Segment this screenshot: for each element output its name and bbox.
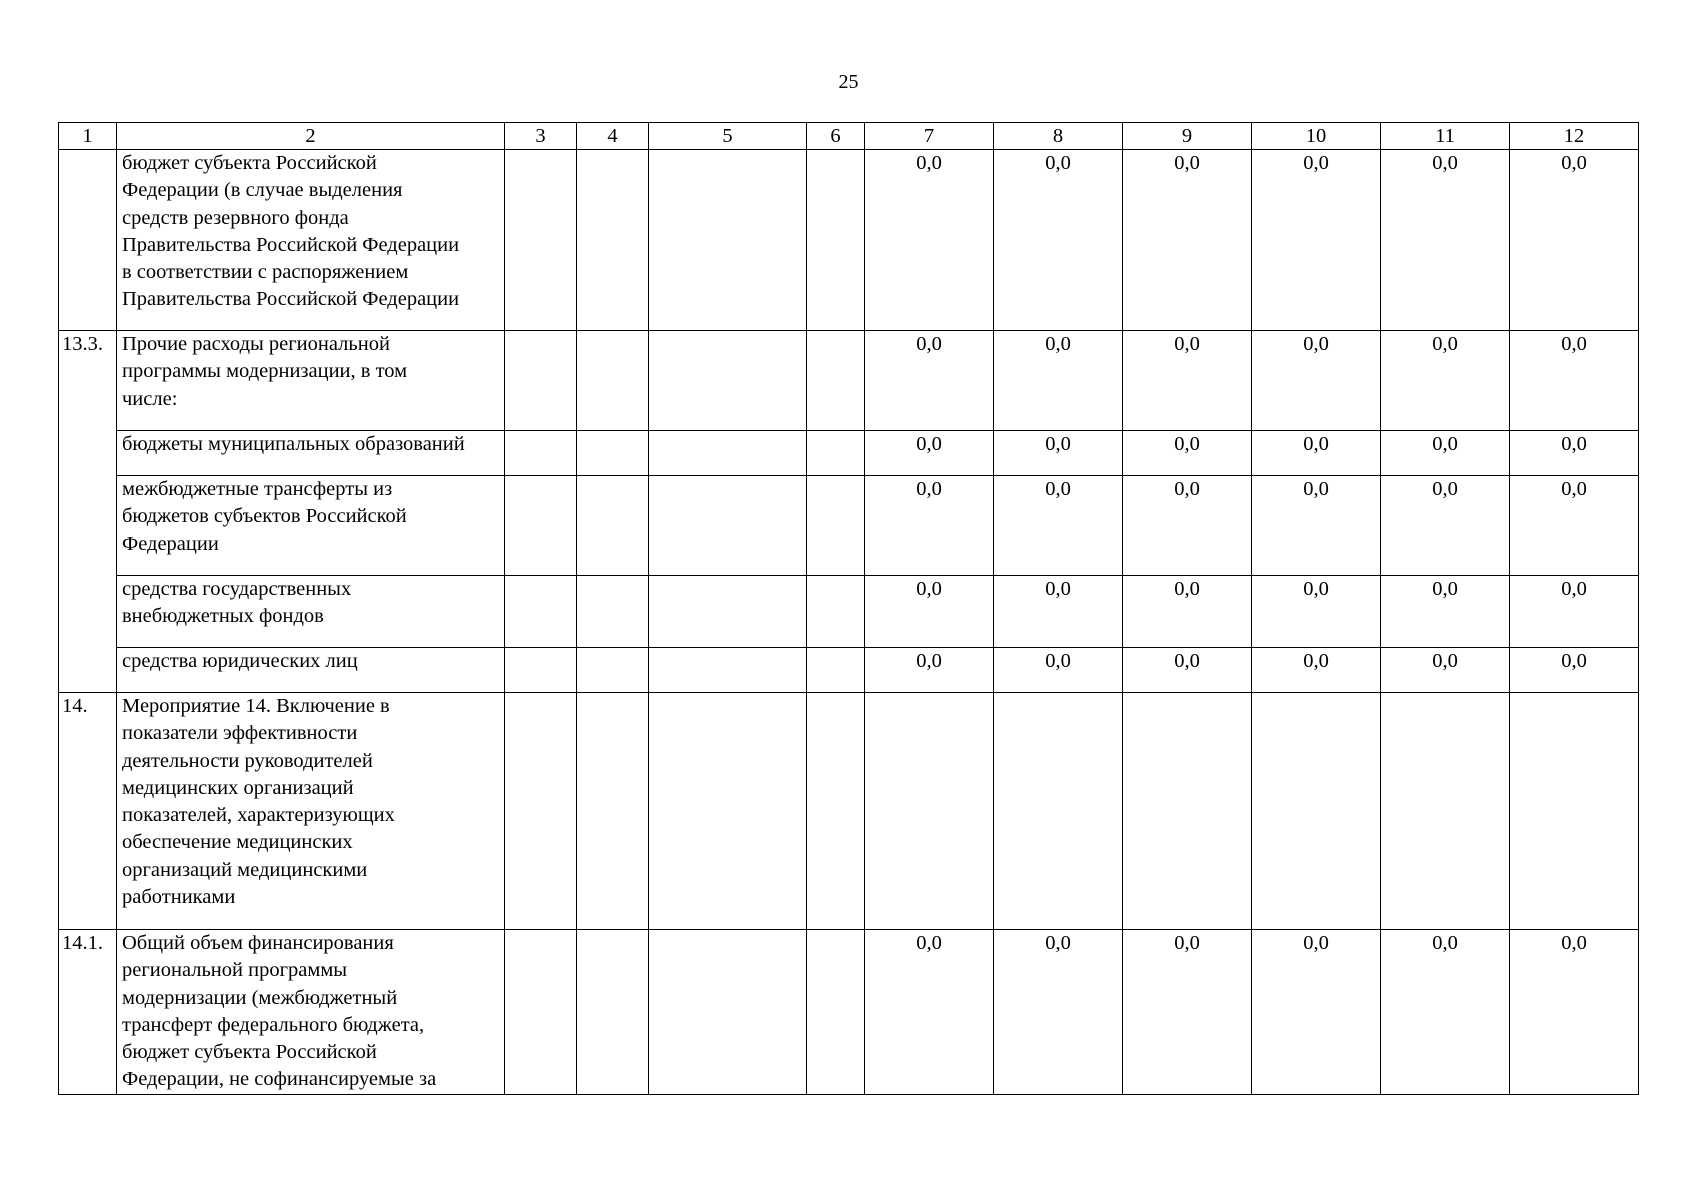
header-cell: 6 (807, 123, 865, 150)
empty-cell (649, 150, 807, 331)
row-description (117, 576, 505, 648)
header-cell: 4 (577, 123, 649, 150)
value-cell: 0,0 (994, 476, 1123, 576)
header-cell: 1 (59, 123, 117, 150)
value-cell: 0,0 (1381, 476, 1510, 576)
value-cell: 0,0 (1510, 576, 1639, 648)
description-line: средств резервного фонда (122, 206, 349, 229)
empty-cell (577, 150, 649, 331)
description-line: Федерации (в случае выделения (122, 179, 403, 202)
table-row (59, 576, 1639, 648)
table-row (59, 693, 1639, 930)
description-line: внебюджетных фондов (122, 605, 324, 628)
empty-cell (807, 431, 865, 476)
description-line: обеспечение медицинских (122, 831, 353, 854)
header-cell: 10 (1252, 123, 1381, 150)
value-cell: 0,0 (1252, 331, 1381, 431)
description-line: бюджет субъекта Российской (122, 152, 377, 174)
empty-cell (505, 693, 577, 930)
description-line: числе: (122, 387, 178, 410)
empty-cell (505, 331, 577, 431)
value-cell: 0,0 (865, 576, 994, 648)
table-row (59, 476, 1639, 576)
empty-cell (649, 930, 807, 1095)
value-cell: 0,0 (865, 150, 994, 331)
value-cell (1381, 693, 1510, 930)
description-line: Общий объем финансирования (122, 932, 394, 954)
header-row (59, 123, 1639, 150)
value-cell: 0,0 (1510, 150, 1639, 331)
value-cell: 0,0 (994, 576, 1123, 648)
description-line: Федерации, не софинансируемые за (122, 1068, 437, 1091)
description-line: Федерации (122, 532, 219, 555)
value-cell: 0,0 (1252, 150, 1381, 331)
value-cell: 0,0 (1123, 648, 1252, 693)
table-row (59, 150, 1639, 331)
header-cell: 9 (1123, 123, 1252, 150)
description-line: межбюджетные трансферты из (122, 478, 393, 500)
header-cell: 12 (1510, 123, 1639, 150)
value-cell: 0,0 (1510, 431, 1639, 476)
value-cell: 0,0 (1381, 150, 1510, 331)
row-description (117, 476, 505, 576)
value-cell: 0,0 (1381, 930, 1510, 1095)
value-cell: 0,0 (1252, 431, 1381, 476)
value-cell: 0,0 (865, 648, 994, 693)
table-row (59, 331, 1639, 431)
description-line: средства государственных (122, 578, 352, 600)
description-line: Прочие расходы региональной (122, 333, 390, 355)
value-cell (865, 693, 994, 930)
description-line: средства юридических лиц (122, 650, 358, 672)
empty-cell (649, 648, 807, 693)
page-number: 25 (838, 71, 859, 93)
description-line: трансферт федерального бюджета, (122, 1013, 425, 1036)
row-description (117, 431, 505, 476)
value-cell: 0,0 (1510, 930, 1639, 1095)
description-line: в соответствии с распоряжением (122, 261, 409, 284)
value-cell: 0,0 (994, 431, 1123, 476)
header-cell: 2 (117, 123, 505, 150)
value-cell: 0,0 (1123, 476, 1252, 576)
table-row (59, 648, 1639, 693)
empty-cell (577, 648, 649, 693)
description-line: показателей, характеризующих (122, 804, 395, 827)
value-cell: 0,0 (1510, 476, 1639, 576)
value-cell (1123, 693, 1252, 930)
value-cell: 0,0 (1252, 930, 1381, 1095)
value-cell: 0,0 (1123, 930, 1252, 1095)
empty-cell (649, 693, 807, 930)
row-number: 14.1. (59, 930, 117, 1095)
header-cell: 7 (865, 123, 994, 150)
row-description (117, 331, 505, 431)
description-line: региональной программы (122, 959, 348, 982)
value-cell: 0,0 (994, 150, 1123, 331)
empty-cell (649, 331, 807, 431)
description-line: программы модернизации, в том (122, 360, 408, 383)
value-cell (1252, 693, 1381, 930)
description-line: организаций медицинскими (122, 858, 368, 881)
value-cell: 0,0 (1123, 331, 1252, 431)
table-row (59, 431, 1639, 476)
value-cell: 0,0 (994, 331, 1123, 431)
row-description (117, 693, 505, 930)
description-line: медицинских организаций (122, 776, 354, 799)
empty-cell (807, 576, 865, 648)
value-cell (1510, 693, 1639, 930)
value-cell: 0,0 (1252, 576, 1381, 648)
empty-cell (807, 693, 865, 930)
empty-cell (807, 331, 865, 431)
row-description (117, 648, 505, 693)
empty-cell (807, 476, 865, 576)
value-cell: 0,0 (865, 476, 994, 576)
description-line: бюджетов субъектов Российской (122, 505, 407, 528)
row-number (59, 150, 117, 331)
header-cell: 5 (649, 123, 807, 150)
value-cell: 0,0 (1510, 331, 1639, 431)
empty-cell (649, 476, 807, 576)
value-cell: 0,0 (1510, 648, 1639, 693)
header-cell: 8 (994, 123, 1123, 150)
value-cell: 0,0 (1381, 431, 1510, 476)
description-line: Мероприятие 14. Включение в (122, 695, 390, 717)
value-cell: 0,0 (1123, 576, 1252, 648)
empty-cell (505, 930, 577, 1095)
empty-cell (807, 150, 865, 331)
description-line: деятельности руководителей (122, 749, 373, 772)
value-cell: 0,0 (994, 930, 1123, 1095)
empty-cell (807, 930, 865, 1095)
row-description (117, 150, 505, 331)
value-cell: 0,0 (1381, 576, 1510, 648)
empty-cell (577, 576, 649, 648)
table-row (59, 930, 1639, 1095)
description-line: Правительства Российской Федерации (122, 288, 460, 311)
empty-cell (577, 431, 649, 476)
value-cell: 0,0 (1381, 648, 1510, 693)
empty-cell (505, 648, 577, 693)
value-cell: 0,0 (1252, 648, 1381, 693)
value-cell: 0,0 (865, 331, 994, 431)
empty-cell (505, 476, 577, 576)
row-number: 14. (59, 693, 117, 930)
value-cell: 0,0 (865, 930, 994, 1095)
description-line: бюджет субъекта Российской (122, 1041, 377, 1064)
header-cell: 3 (505, 123, 577, 150)
description-line: модернизации (межбюджетный (122, 986, 398, 1009)
empty-cell (505, 431, 577, 476)
empty-cell (807, 648, 865, 693)
empty-cell (577, 693, 649, 930)
value-cell (994, 693, 1123, 930)
description-line: бюджеты муниципальных образований (122, 433, 465, 455)
description-line: работниками (122, 886, 236, 909)
empty-cell (505, 150, 577, 331)
empty-cell (505, 576, 577, 648)
empty-cell (577, 476, 649, 576)
value-cell: 0,0 (1123, 431, 1252, 476)
description-line: Правительства Российской Федерации (122, 233, 460, 256)
value-cell: 0,0 (994, 648, 1123, 693)
value-cell: 0,0 (1123, 150, 1252, 331)
empty-cell (649, 576, 807, 648)
empty-cell (649, 431, 807, 476)
value-cell: 0,0 (1252, 476, 1381, 576)
description-line: показатели эффективности (122, 722, 358, 745)
budget-table (58, 122, 1639, 1095)
empty-cell (577, 930, 649, 1095)
header-cell: 11 (1381, 123, 1510, 150)
value-cell: 0,0 (1381, 331, 1510, 431)
empty-cell (577, 331, 649, 431)
row-description (117, 930, 505, 1095)
row-number: 13.3. (59, 331, 117, 693)
value-cell: 0,0 (865, 431, 994, 476)
